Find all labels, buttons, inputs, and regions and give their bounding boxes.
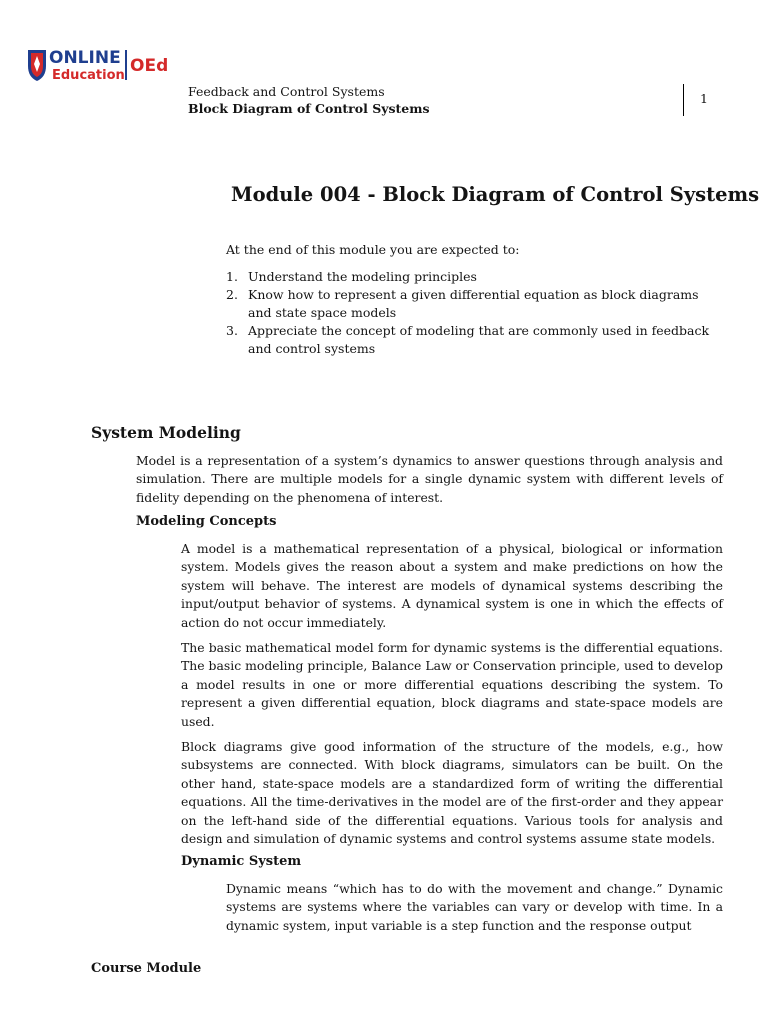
objective-item — [226, 286, 726, 322]
body-paragraph: Block diagrams give good information of the structure of the models, e.g., how subsystems are connected. With block diagrams, simulators can be built. On the other hand, state-space models are a standardized form of writing the differential equations. All the time-derivatives in the model are of the first-order and they appear on the left-hand side of the differential equations. Various tools for analysis and design and simulation of dynamic systems and control systems assume state models. — [181, 739, 723, 847]
body-paragraph: Dynamic means “which has to do with the movement and change.” Dynamic systems are systems where the variables can vary or develop with time. In a dynamic system, input variable is a step function and the response output — [226, 881, 723, 933]
objectives-intro: At the end of this module you are expected to: — [226, 242, 520, 257]
page-footer: Course Module — [91, 961, 202, 976]
running-header — [188, 83, 430, 117]
objective-number: 3. — [226, 323, 238, 338]
objective-item — [226, 322, 726, 358]
header-course-name: Feedback and Control Systems — [188, 84, 385, 99]
section-intro-paragraph: Model is a representation of a system’s dynamics to answer questions through analysis and simulation. There are multiple models for a single dynamic system with different levels of fidelity depending on the phenomena of interest. — [136, 453, 723, 505]
module-title: Module 004 - Block Diagram of Control Systems — [231, 183, 760, 206]
body-paragraph: A model is a mathematical representation of a physical, biological or information system. Models gives the reason about a system and make predictions on how the system will behave. The interest are models of dynamical systems describing the input/output behavior of systems. A dynamical system is one in which the effects of action do not occur immediately. — [181, 541, 723, 630]
logo-education-text: Education — [52, 68, 125, 83]
section-heading: System Modeling — [91, 423, 241, 442]
subsection-heading: Modeling Concepts — [136, 514, 277, 529]
sub-subsection-heading: Dynamic System — [181, 854, 302, 869]
logo-online-text: ONLINE — [49, 48, 121, 68]
header-divider — [683, 84, 684, 116]
logo-oed-text: OEd — [130, 56, 169, 76]
objectives-list — [226, 268, 726, 358]
oed-logo-graphic — [24, 44, 184, 84]
page-number: 1 — [700, 91, 708, 106]
objective-item — [226, 268, 726, 286]
objective-text: Appreciate the concept of modeling that are commonly used in feedback and control systems — [248, 323, 710, 356]
body-paragraph: The basic mathematical model form for dynamic systems is the differential equations. The basic modeling principle, Balance Law or Conservation principle, used to develop a model results in one or more differential equations describing the system. To represent a given differential equation, block diagrams and state-space models are used. — [181, 640, 723, 729]
header-topic: Block Diagram of Control Systems — [188, 101, 430, 116]
objective-number: 1. — [226, 269, 238, 284]
objective-text: Know how to represent a given differential equation as block diagrams and state space models — [248, 287, 699, 320]
logo-divider — [125, 50, 127, 80]
oed-logo — [24, 44, 184, 84]
objective-number: 2. — [226, 287, 238, 302]
objective-text: Understand the modeling principles — [248, 269, 477, 284]
